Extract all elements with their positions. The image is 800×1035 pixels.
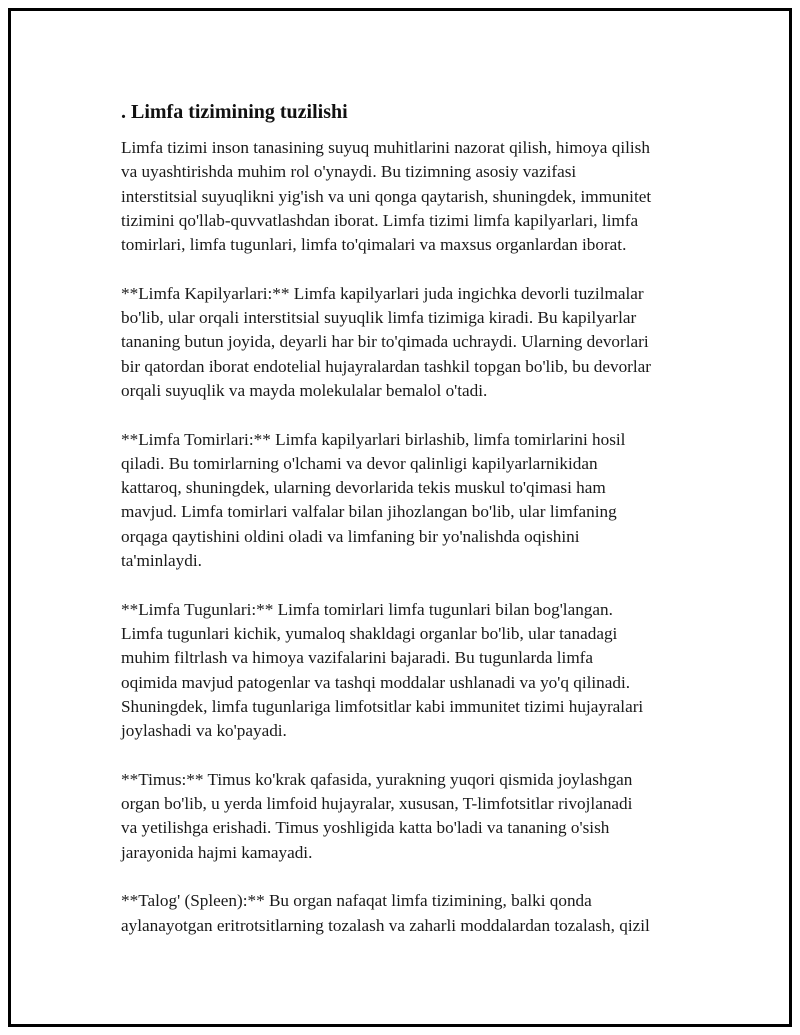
text-line: kattaroq, shuningdek, ularning devorlarida tekis muskul to'qimasi ham [121,478,606,498]
text-line: aylanayotgan eritrotsitlarning tozalash va zaharli moddalardan tozalash, qizil [121,915,650,935]
paragraph-limfa-tugunlari [121,598,701,744]
text-line: **Limfa Tomirlari:** Limfa kapilyarlari birlashib, limfa tomirlarini hosil [121,429,626,449]
text-line: Limfa tugunlari kichik, yumaloq shakldagi organlar bo'lib, ular tanadagi [121,623,618,643]
paragraph-limfa-tomirlari [121,428,701,574]
text-line: joylashadi va ko'payadi. [121,721,287,741]
text-line: jarayonida hajmi kamayadi. [121,842,313,862]
text-line: mavjud. Limfa tomirlari valfalar bilan jihozlangan bo'lib, ular limfaning [121,502,617,522]
text-line: **Limfa Kapilyarlari:** Limfa kapilyarlari juda ingichka devorli tuzilmalar [121,283,644,303]
text-line: Limfa tizimi inson tanasining suyuq muhitlarini nazorat qilish, himoya qilish [121,138,650,157]
page-frame [8,8,792,1027]
text-line: **Talog' (Spleen):** Bu organ nafaqat limfa tizimining, balki qonda [121,891,592,911]
text-line: organ bo'lib, u yerda limfoid hujayralar, xususan, T-limfotsitlar rivojlanadi [121,794,633,814]
document-title: . Limfa tizimining tuzilishi [121,101,348,123]
paragraph-timus [121,768,701,865]
text-line: ta'minlaydi. [121,551,202,571]
text-line: Shuningdek, limfa tugunlariga limfotsitlar kabi immunitet tizimi hujayralari [121,696,644,716]
text-line: bir qatordan iborat endotelial hujayralardan tashkil topgan bo'lib, bu devorlar [121,356,652,376]
paragraph-talog [121,889,701,938]
text-line: oqimida mavjud patogenlar va tashqi moddalar ushlanadi va yo'q qilinadi. [121,672,631,692]
text-line: qiladi. Bu tomirlarning o'lchami va devor qalinligi kapilyarlarnikidan [121,453,598,473]
text-line: orqali suyuqlik va mayda molekulalar bemalol o'tadi. [121,380,488,400]
text-line: **Limfa Tugunlari:** Limfa tomirlari limfa tugunlari bilan bog'langan. [121,599,613,619]
text-line: va yetilishga erishadi. Timus yoshligida katta bo'ladi va tananing o'sish [121,818,610,838]
text-line: tomirlari, limfa tugunlari, limfa to'qimalari va maxsus organlardan iborat. [121,235,627,255]
text-line: tizimini qo'llab-quvvatlashdan iborat. Limfa tizimi limfa kapilyarlari, limfa [121,210,639,230]
document-body [121,100,701,962]
text-line: tananing butun joyida, deyarli har bir to'qimada uchraydi. Ularning devorlari [121,332,649,352]
text-line: va uyashtirishda muhim rol o'ynaydi. Bu tizimning asosiy vazifasi [121,162,577,182]
text-line: bo'lib, ular orqali interstitsial suyuqlik limfa tizimiga kiradi. Bu kapilyarlar [121,308,637,328]
paragraph-limfa-kapilyarlari [121,282,701,403]
text-line: orqaga qaytishini oldini oladi va limfaning bir yo'nalishda oqishini [121,526,580,546]
text-line: **Timus:** Timus ko'krak qafasida, yurakning yuqori qismida joylashgan [121,769,633,789]
text-line: interstitsial suyuqlikni yig'ish va uni qonga qaytarish, shuningdek, immunitet [121,186,652,206]
text-line: muhim filtrlash va himoya vazifalarini bajaradi. Bu tugunlarda limfa [121,648,594,668]
paragraph-intro [121,136,701,257]
